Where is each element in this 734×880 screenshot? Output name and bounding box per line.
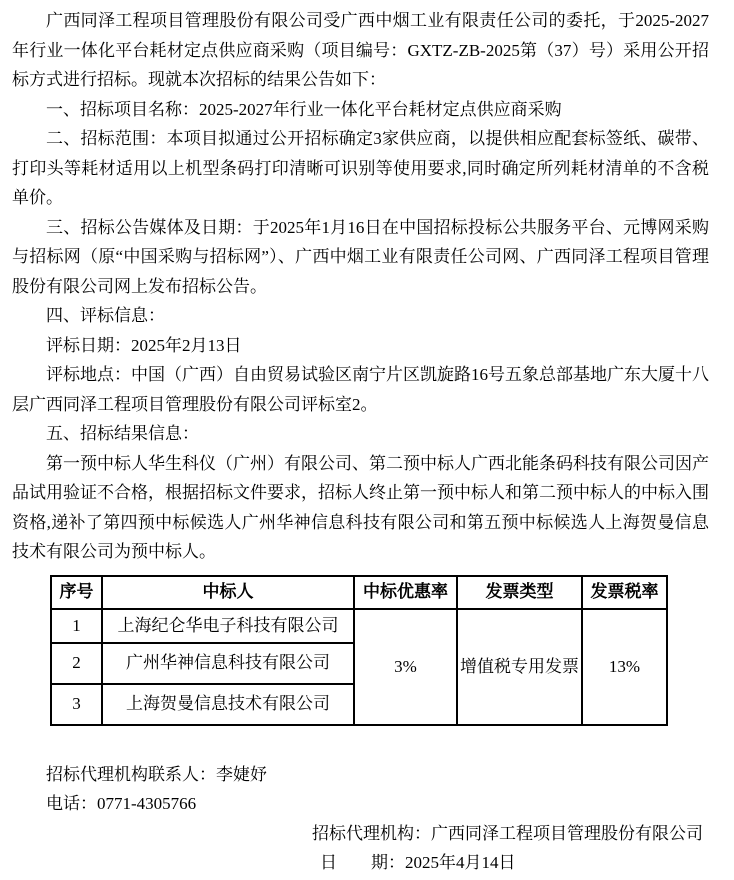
cell-bidder-name: 上海纪仑华电子科技有限公司 [102, 609, 354, 643]
column-header-bidder: 中标人 [102, 576, 354, 609]
announcement-date: 日 期：2025年4月14日 [320, 853, 516, 872]
paragraph-bid-scope: 二、招标范围：本项目拟通过公开招标确定3家供应商，以提供相应配套标签纸、碳带、打印头等耗材适用以上机型条码打印清晰可识别等使用要求,同时确定所列耗材清单的不含税单价。 [12, 129, 709, 207]
column-header-discount-rate: 中标优惠率 [354, 576, 457, 609]
paragraph-evaluation-heading: 四、评标信息： [46, 306, 165, 325]
paragraph-evaluation-date: 评标日期：2025年2月13日 [46, 335, 242, 355]
cell-row-no: 1 [51, 609, 102, 643]
column-header-no: 序号 [51, 576, 102, 609]
cell-invoice-type: 增值税专用发票 [457, 609, 582, 725]
table-row [51, 609, 667, 643]
cell-discount-rate: 3% [354, 609, 457, 725]
cell-row-no: 2 [51, 643, 102, 684]
paragraph-intro: 广西同泽工程项目管理股份有限公司受广西中烟工业有限责任公司的委托，于2025-2027年行业一体化平台耗材定点供应商采购（项目编号：GXTZ-ZB-2025第（37）号）采用公开招标方式进行招标。现就本次招标的结果公告如下： [12, 11, 709, 89]
cell-bidder-name: 广州华神信息科技有限公司 [102, 643, 354, 684]
agency-name: 招标代理机构：广西同泽工程项目管理股份有限公司 [312, 823, 703, 843]
table-header-row [51, 576, 667, 609]
cell-bidder-name: 上海贺曼信息技术有限公司 [102, 684, 354, 725]
column-header-invoice-type: 发票类型 [457, 576, 582, 609]
cell-row-no: 3 [51, 684, 102, 725]
paragraph-project-name: 一、招标项目名称：2025-2027年行业一体化平台耗材定点供应商采购 [46, 99, 562, 119]
column-header-tax-rate: 发票税率 [582, 576, 667, 609]
bid-result-table [50, 575, 668, 726]
agency-phone: 电话：0771-4305766 [46, 794, 197, 813]
paragraph-evaluation-place: 评标地点：中国（广西）自由贸易试验区南宁片区凯旋路16号五象总部基地广东大厦十八层广西同泽工程项目管理股份有限公司评标室2。 [12, 365, 709, 414]
cell-tax-rate: 13% [582, 609, 667, 725]
paragraph-announcement-media: 三、招标公告媒体及日期：于2025年1月16日在中国招标投标公共服务平台、元博网采购与招标网（原“中国采购与招标网”）、广西中烟工业有限责任公司网、广西同泽工程项目管理股份有限公司网上发布招标公告。 [12, 217, 709, 296]
agency-contact-person: 招标代理机构联系人：李婕妤 [46, 764, 267, 784]
paragraph-result-detail: 第一预中标人华生科仪（广州）有限公司、第二预中标人广西北能条码科技有限公司因产品试用验证不合格，根据招标文件要求，招标人终止第一预中标人和第二预中标人的中标入围资格,递补了第四预中标候选人广州华神信息科技有限公司和第五预中标候选人上海贺曼信息技术有限公司为预中标人。 [12, 453, 709, 561]
paragraph-result-heading: 五、招标结果信息： [46, 424, 199, 443]
